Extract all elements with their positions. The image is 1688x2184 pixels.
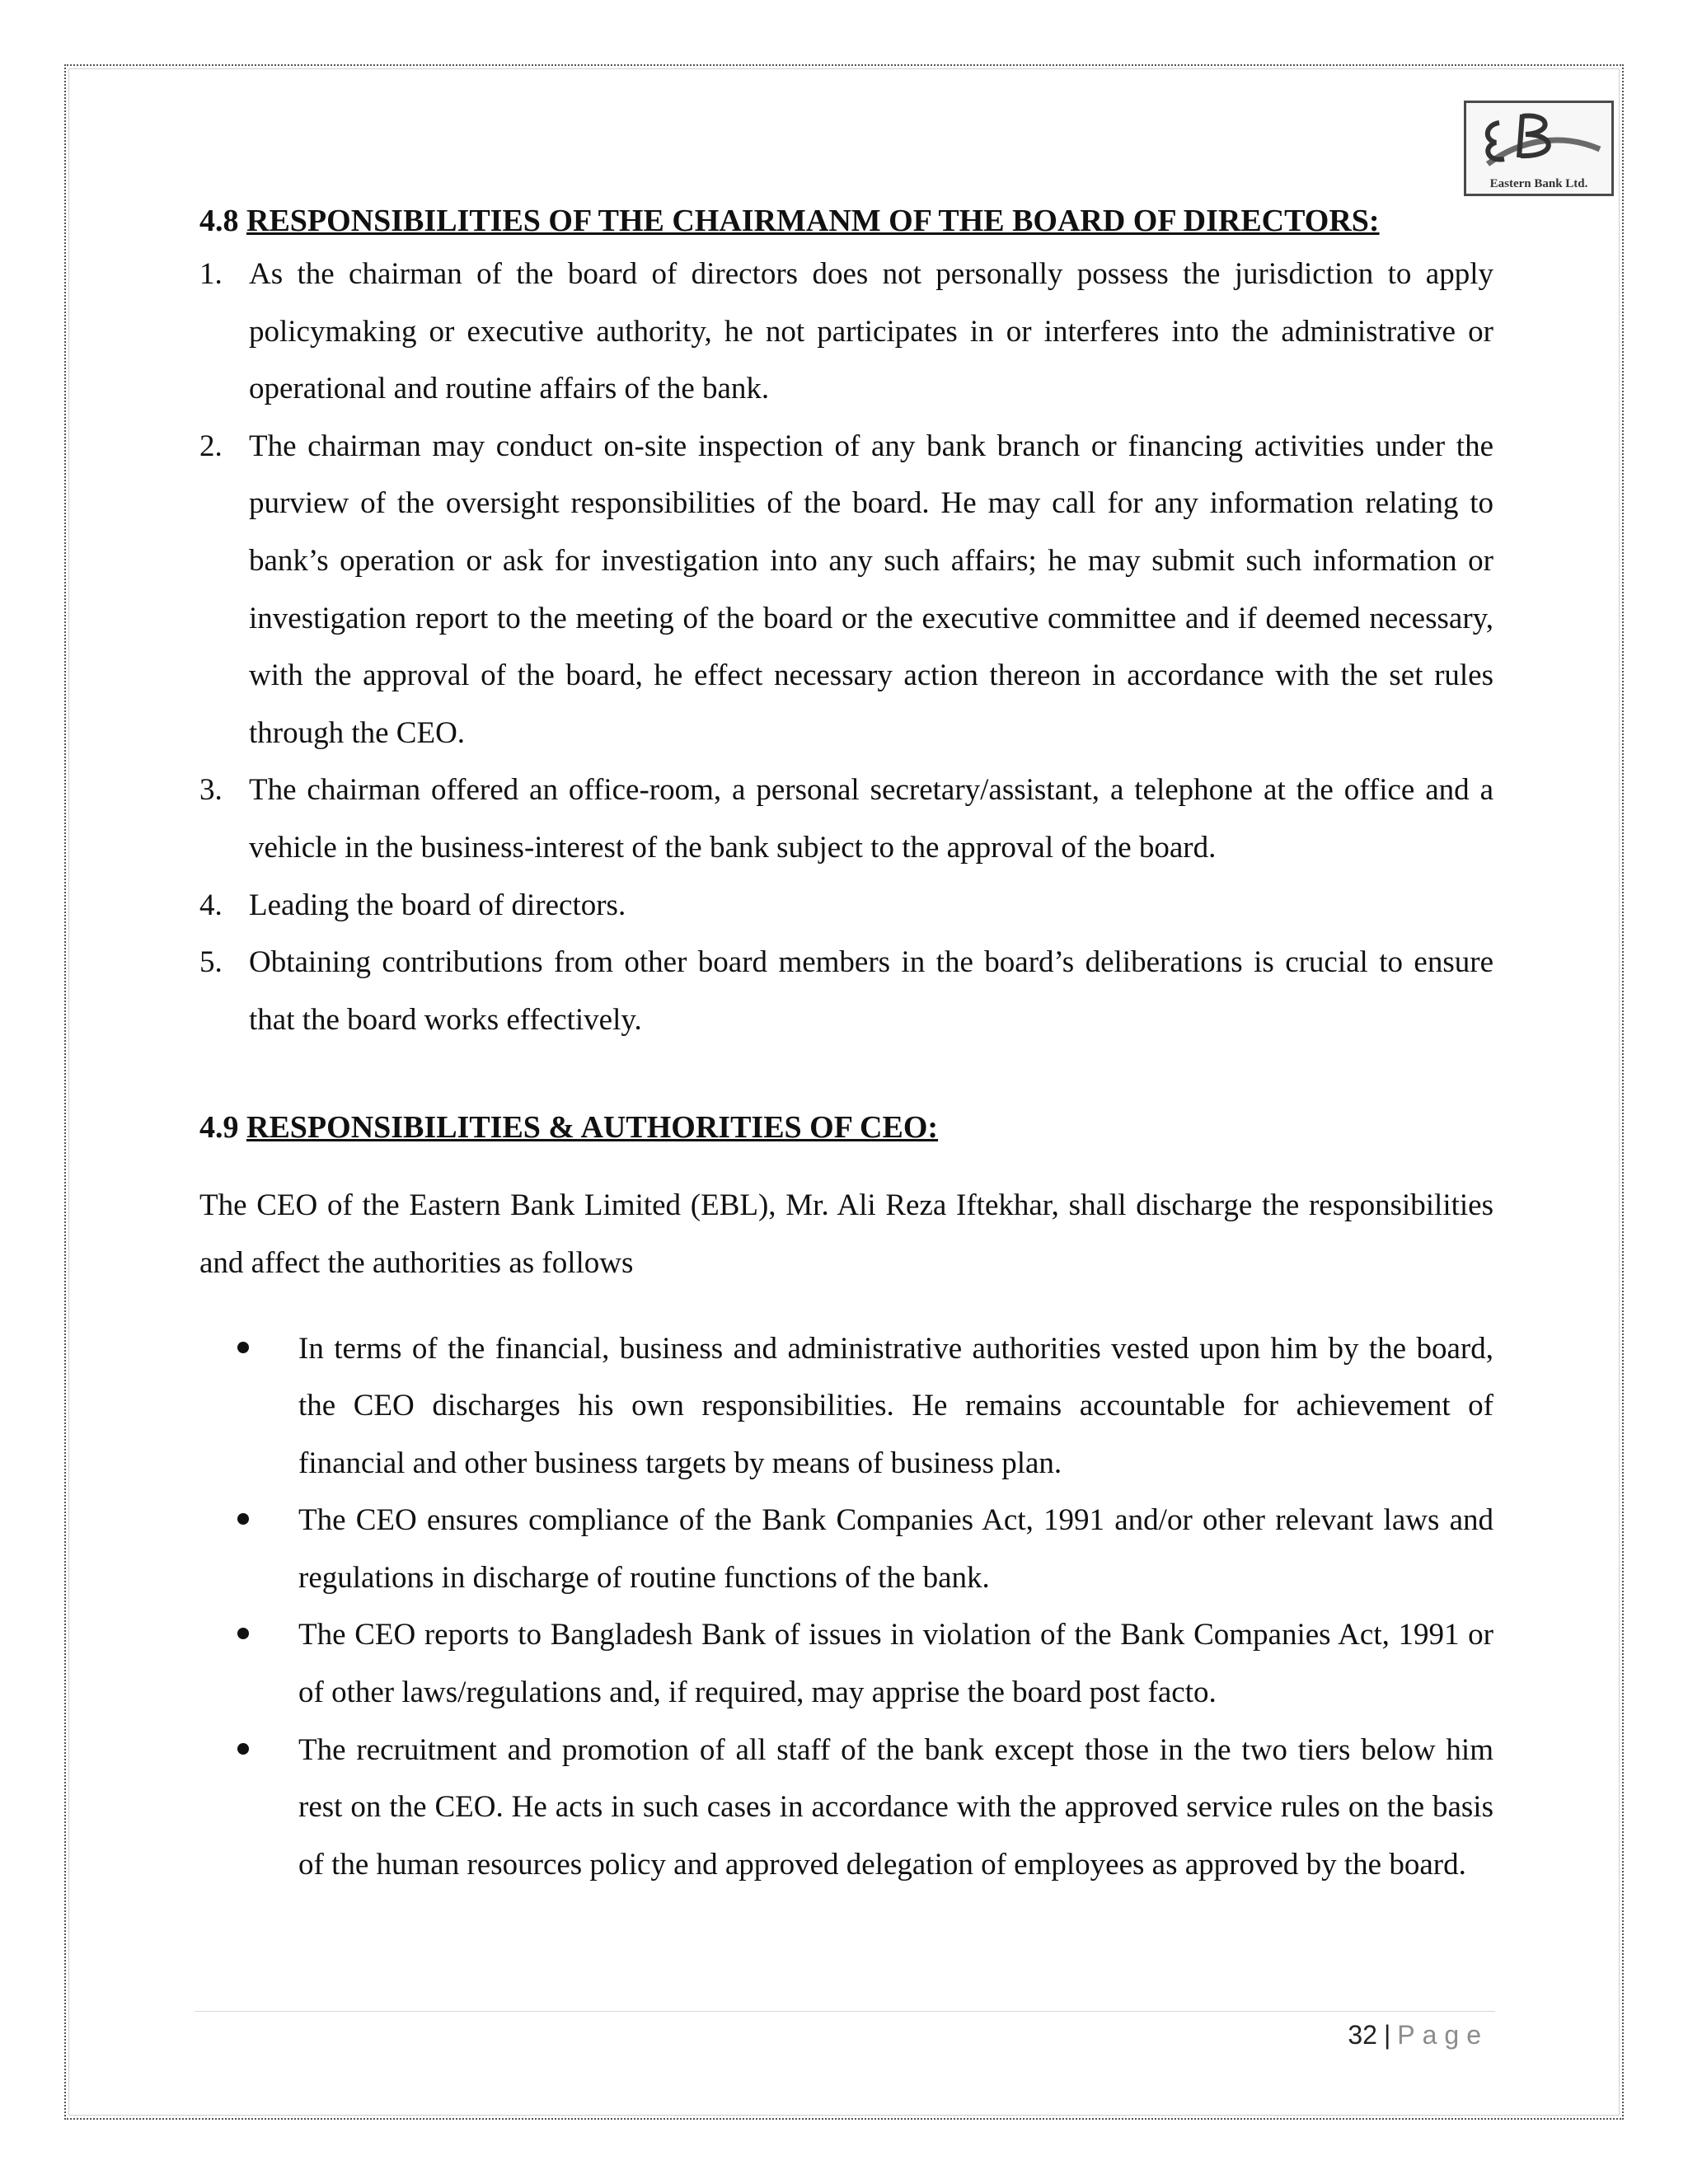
item-number: 3. bbox=[199, 773, 223, 808]
list-item bbox=[199, 762, 1493, 876]
section-number: 4.9 bbox=[199, 1110, 239, 1146]
list-item bbox=[199, 934, 1493, 1048]
item-text: The chairman offered an office-room, a personal secretary/assistant, a telephone at the office and a vehicle in the business-interest of the bank subject to the approval of the board. bbox=[249, 773, 1493, 865]
section-heading-4-9 bbox=[199, 1103, 1493, 1152]
footer-separator: | bbox=[1383, 2020, 1391, 2050]
item-text: The recruitment and promotion of all staff of the bank except those in the two tiers below him rest on the CEO. He acts in such cases in accordance with the approved service rules on the basis of the human resources policy and approved delegation of employees as approved by the board. bbox=[298, 1732, 1493, 1882]
chairman-responsibilities-list bbox=[199, 246, 1493, 1048]
footer-divider bbox=[195, 2011, 1495, 2012]
page-label: Page bbox=[1397, 2020, 1489, 2050]
list-item bbox=[199, 1492, 1493, 1606]
item-number: 2. bbox=[199, 429, 223, 463]
item-text: The chairman may conduct on-site inspection of any bank branch or financing activities under the purview of the oversight responsibilities of the board. He may call for any information relating to bank’s operation or ask for investigation into any such affairs; he may submit such information or investigation report to the meeting of the board or the executive committee and if deemed necessary, with the approval of the board, he effect necessary action thereon in accordance with the set rules through the CEO. bbox=[249, 429, 1493, 750]
section-heading-4-8 bbox=[199, 196, 1493, 246]
bullet-icon bbox=[237, 1743, 249, 1755]
eb-logo-mark-icon bbox=[1471, 106, 1608, 177]
item-text: In terms of the financial, business and administrative authorities vested upon him by the board, the CEO discharges his own responsibilities. He remains accountable for achievement of financial and other business targets by means of business plan. bbox=[298, 1331, 1493, 1480]
list-item bbox=[199, 1722, 1493, 1894]
list-item bbox=[199, 246, 1493, 418]
item-number: 1. bbox=[199, 257, 223, 291]
page-footer bbox=[1348, 2016, 1489, 2054]
bullet-icon bbox=[237, 1342, 249, 1353]
item-text: Obtaining contributions from other board members in the board’s deliberations is crucial to ensure that the board works effectively. bbox=[249, 945, 1493, 1037]
bank-logo bbox=[1464, 101, 1614, 196]
item-number: 5. bbox=[199, 945, 223, 980]
item-text: The CEO reports to Bangladesh Bank of issues in violation of the Bank Companies Act, 1991 or of other laws/regulations and, if required, may apprise the board post facto. bbox=[298, 1618, 1493, 1710]
list-item bbox=[199, 1320, 1493, 1493]
item-text: Leading the board of directors. bbox=[249, 888, 626, 922]
page-number: 32 bbox=[1348, 2020, 1377, 2050]
bullet-icon bbox=[237, 1628, 249, 1639]
ceo-responsibilities-list bbox=[199, 1320, 1493, 1894]
section-number: 4.8 bbox=[199, 204, 239, 238]
bullet-icon bbox=[237, 1513, 249, 1525]
list-item bbox=[199, 1606, 1493, 1721]
page-content bbox=[199, 196, 1493, 1893]
logo-text: Eastern Bank Ltd. bbox=[1489, 177, 1588, 190]
item-text: The CEO ensures compliance of the Bank Companies Act, 1991 and/or other relevant laws and regulations in discharge of routine functions of the bank. bbox=[298, 1503, 1493, 1595]
list-item bbox=[199, 418, 1493, 762]
section-title: RESPONSIBILITIES & AUTHORITIES OF CEO: bbox=[246, 1110, 939, 1146]
item-text: As the chairman of the board of directors does not personally possess the jurisdiction to apply policymaking or executive authority, he not participates in or interferes into the administrative or operational and routine affairs of the bank. bbox=[249, 257, 1493, 406]
section-title: RESPONSIBILITIES OF THE CHAIRMANM OF THE BOARD OF DIRECTORS: bbox=[246, 204, 1380, 238]
item-number: 4. bbox=[199, 888, 223, 922]
list-item bbox=[199, 877, 1493, 935]
ceo-intro-paragraph: The CEO of the Eastern Bank Limited (EBL), Mr. Ali Reza Iftekhar, shall discharge the responsibilities and affect the authorities as follows bbox=[199, 1188, 1493, 1280]
